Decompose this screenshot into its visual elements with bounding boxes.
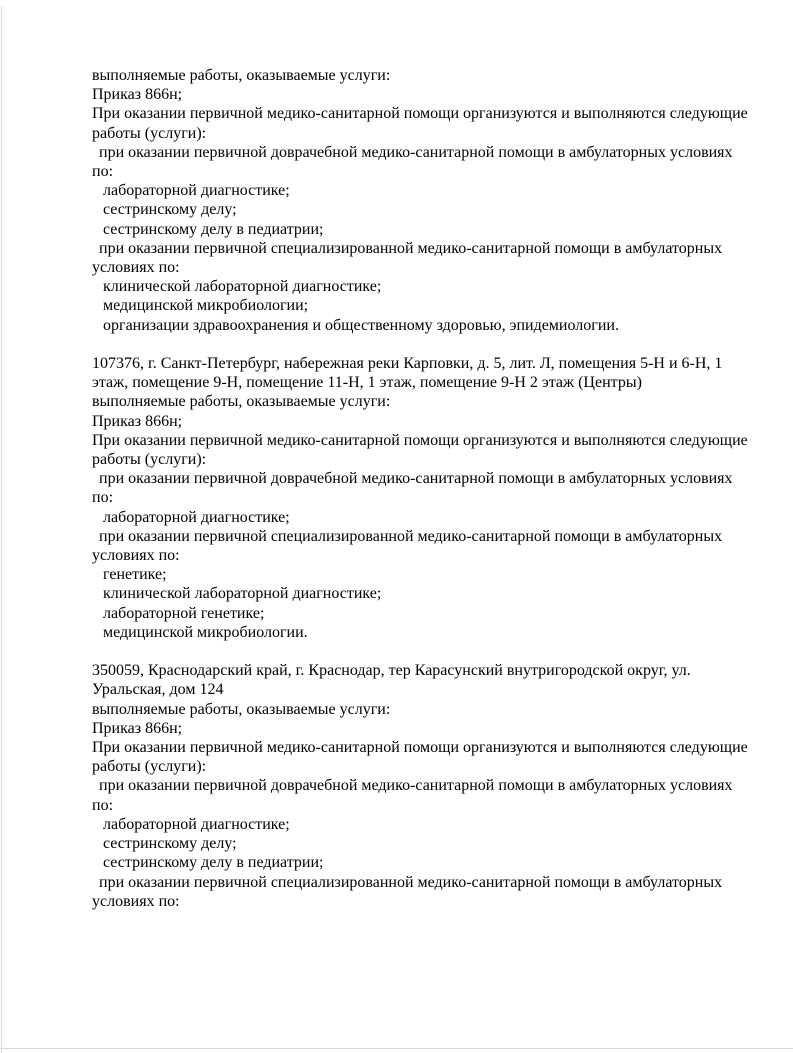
text-line: работы (услуги): [92, 451, 207, 469]
text-line: сестринскому делу в педиатрии; [103, 220, 324, 238]
text-line: лабораторной диагностике; [103, 508, 290, 526]
text-line: 107376, г. Санкт-Петербург, набережная реки Карповки, д. 5, лит. Л, помещения 5-Н и 6-Н, 1 [92, 355, 723, 373]
text-line: медицинской микробиологии; [103, 297, 309, 315]
text-line: Уральская, дом 124 [92, 681, 224, 699]
text-line: генетике; [103, 566, 167, 584]
page-left-edge-line [1, 6, 2, 1053]
text-line: выполняемые работы, оказываемые услуги: [92, 67, 391, 84]
text-line: работы (услуги): [92, 758, 207, 776]
text-line: при оказании первичной специализированной медико-санитарной помощи в амбулаторных [99, 873, 723, 891]
text-line: Приказ 866н; [92, 86, 183, 104]
text-line: При оказании первичной медико-санитарной помощи организуются и выполняются следующие [92, 739, 748, 757]
text-line: клинической лабораторной диагностике; [103, 585, 382, 603]
address-block-krasnodar [92, 661, 752, 911]
text-line: при оказании первичной специализированной медико-санитарной помощи в амбулаторных [99, 527, 723, 545]
text-line: сестринскому делу; [103, 201, 237, 219]
text-line: выполняемые работы, оказываемые услуги: [92, 393, 391, 411]
text-line: При оказании первичной медико-санитарной помощи организуются и выполняются следующие [92, 105, 748, 123]
text-line: клинической лабораторной диагностике; [103, 278, 382, 296]
address-block-saint-petersburg [92, 354, 752, 642]
text-line: условиях по: [92, 892, 180, 910]
text-line: этаж, помещение 9-Н, помещение 11-Н, 1 этаж, помещение 9-Н 2 этаж (Центры) [92, 374, 642, 392]
text-line: медицинской микробиологии. [103, 623, 308, 641]
text-line: при оказании первичной специализированной медико-санитарной помощи в амбулаторных [99, 239, 723, 257]
text-line: по: [92, 796, 114, 814]
text-line: При оказании первичной медико-санитарной помощи организуются и выполняются следующие [92, 431, 748, 449]
text-line: работы (услуги): [92, 124, 207, 142]
works-services-block-1 [92, 66, 752, 335]
text-line: условиях по: [92, 259, 180, 277]
text-line: сестринскому делу; [103, 835, 237, 853]
text-line: по: [92, 489, 114, 507]
text-line: условиях по: [92, 547, 180, 565]
license-works-services-text [92, 66, 752, 911]
text-line: при оказании первичной доврачебной медико-санитарной помощи в амбулаторных условиях [99, 143, 733, 161]
text-line: при оказании первичной доврачебной медико-санитарной помощи в амбулаторных условиях [99, 777, 733, 795]
text-line: Приказ 866н; [92, 412, 183, 430]
text-line: лабораторной генетике; [103, 604, 265, 622]
text-line: выполняемые работы, оказываемые услуги: [92, 700, 391, 718]
text-line: 350059, Краснодарский край, г. Краснодар, тер Карасунский внутригородской округ, ул. [92, 662, 691, 680]
text-line: по: [92, 163, 114, 181]
text-line: организации здравоохранения и общественному здоровью, эпидемиологии. [103, 316, 619, 334]
text-line: при оказании первичной доврачебной медико-санитарной помощи в амбулаторных условиях [99, 470, 733, 488]
text-line: лабораторной диагностике; [103, 815, 290, 833]
text-line: сестринскому делу в педиатрии; [103, 854, 324, 872]
page-bottom-edge-line [0, 1048, 793, 1049]
text-line: лабораторной диагностике; [103, 182, 290, 200]
text-line: Приказ 866н; [92, 719, 183, 737]
